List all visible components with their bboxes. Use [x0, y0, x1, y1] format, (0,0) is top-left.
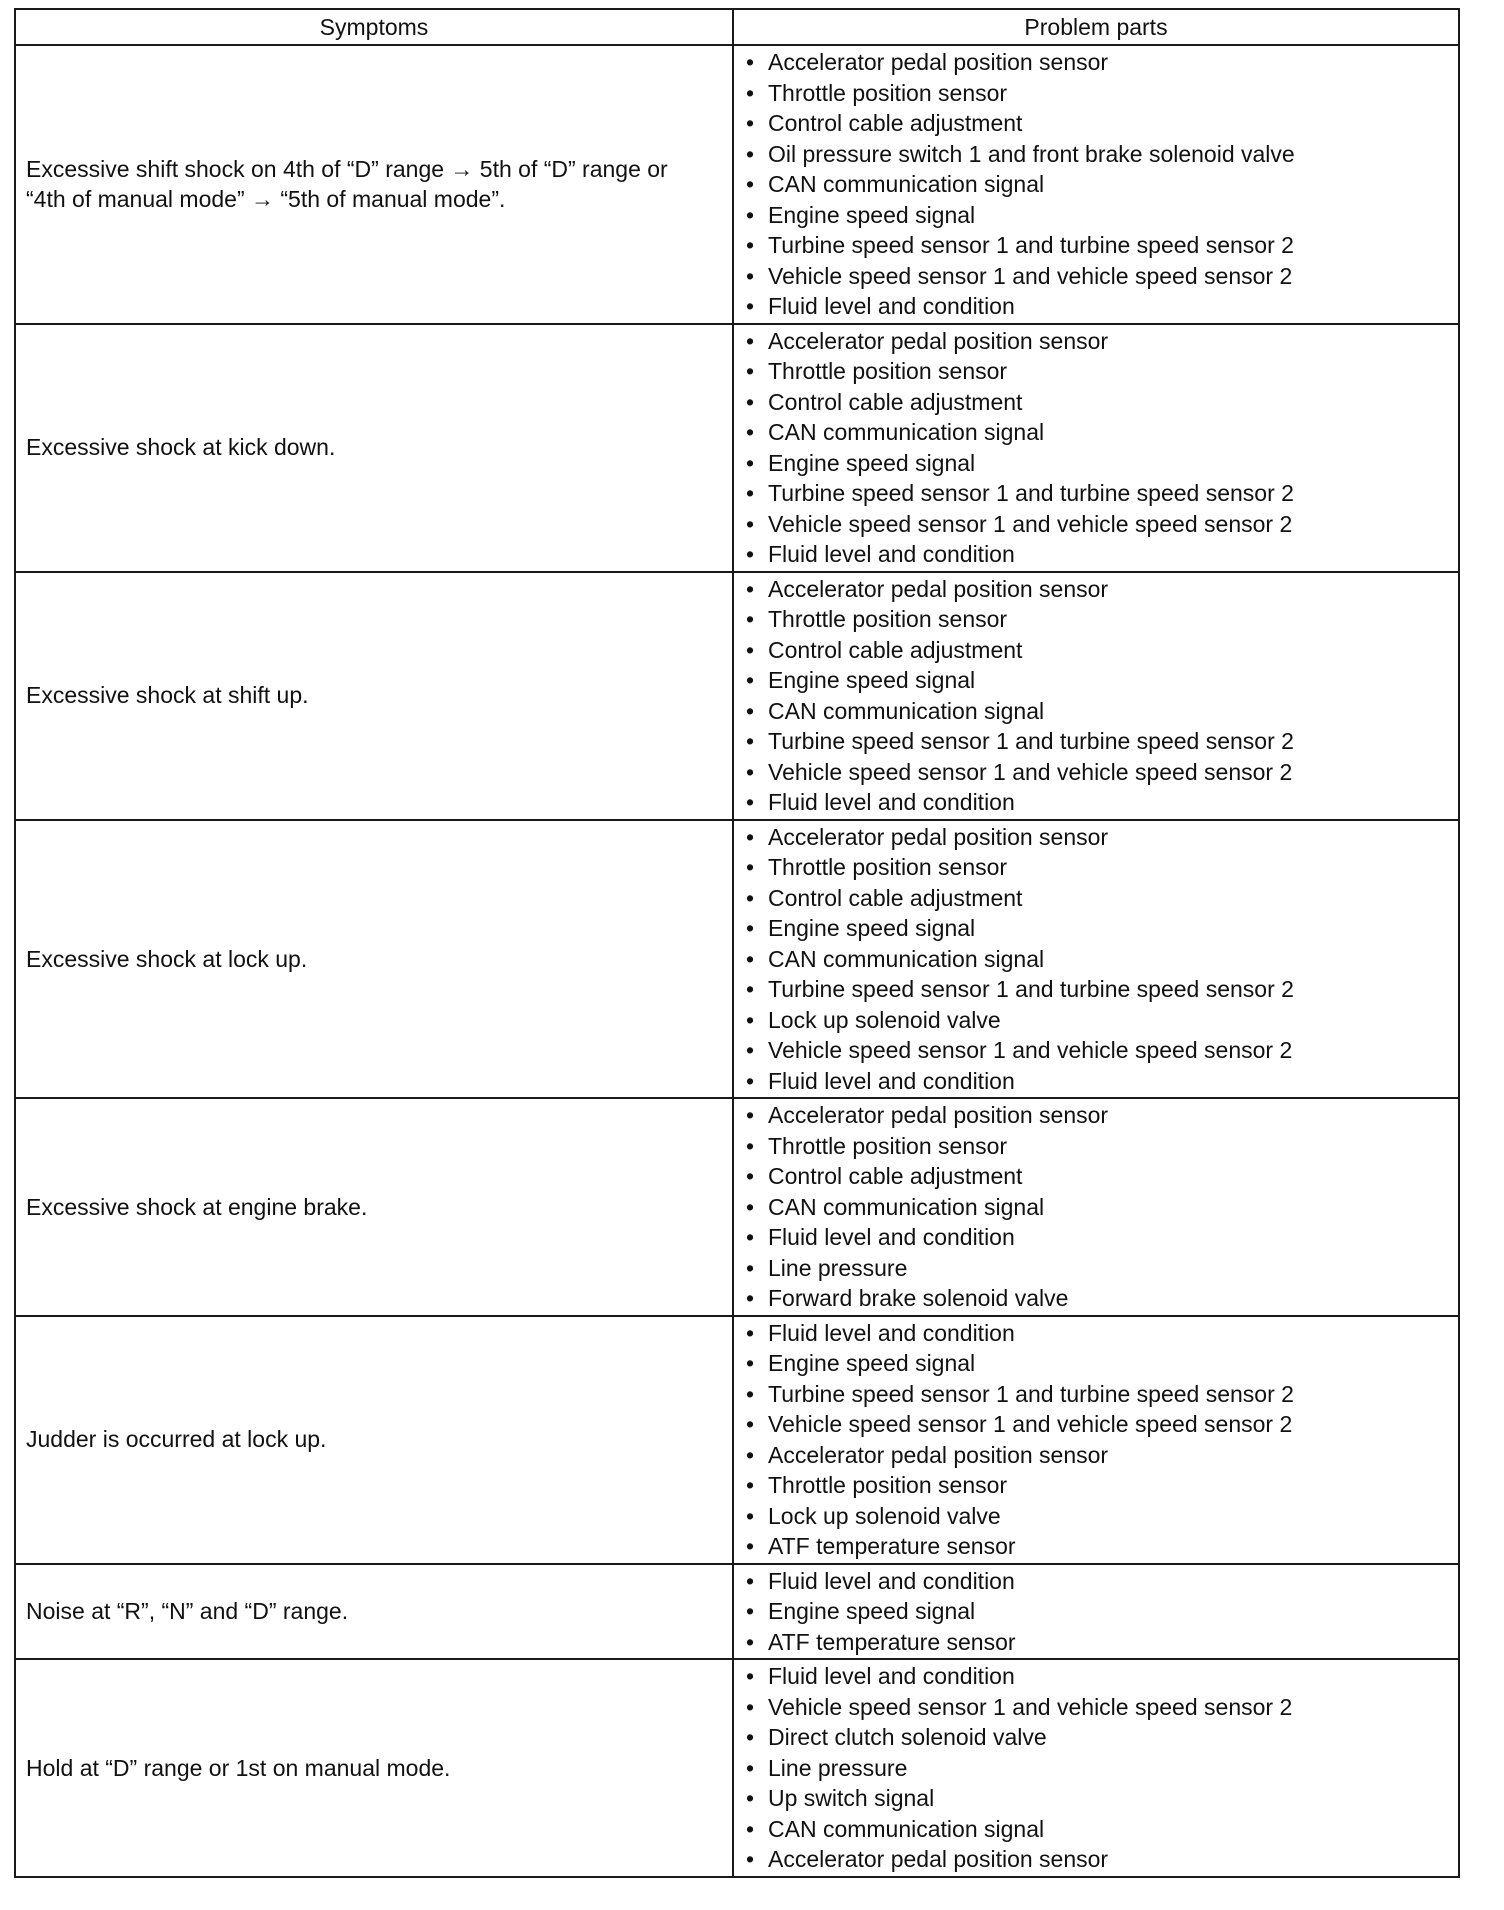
symptom-cell	[15, 572, 733, 820]
problem-parts-cell	[733, 45, 1459, 324]
symptom-table-container	[14, 8, 1458, 1878]
problem-part-item: • Turbine speed sensor 1 and turbine speed sensor 2	[744, 230, 1452, 261]
problem-parts-header: Problem parts	[733, 9, 1459, 45]
problem-part-item: • CAN communication signal	[744, 1814, 1452, 1845]
problem-part-item: • Fluid level and condition	[744, 1566, 1452, 1597]
problem-part-item: • Vehicle speed sensor 1 and vehicle speed sensor 2	[744, 757, 1452, 788]
problem-part-item: • Oil pressure switch 1 and front brake solenoid valve	[744, 139, 1452, 170]
table-row	[15, 572, 1459, 820]
problem-part-item: • Accelerator pedal position sensor	[744, 1100, 1452, 1131]
problem-part-item: • Throttle position sensor	[744, 1131, 1452, 1162]
table-row	[15, 1316, 1459, 1564]
symptom-cell	[15, 1316, 733, 1564]
problem-part-item: • Fluid level and condition	[744, 1318, 1452, 1349]
table-row	[15, 1098, 1459, 1316]
problem-part-item: • Fluid level and condition	[744, 787, 1452, 818]
problem-part-item: • Turbine speed sensor 1 and turbine speed sensor 2	[744, 478, 1452, 509]
symptom-cell	[15, 820, 733, 1099]
symptom-cell	[15, 1659, 733, 1877]
problem-part-item: • Turbine speed sensor 1 and turbine speed sensor 2	[744, 726, 1452, 757]
problem-part-item: • CAN communication signal	[744, 169, 1452, 200]
symptom-text: Excessive shock at lock up.	[26, 945, 308, 972]
problem-parts-cell	[733, 572, 1459, 820]
problem-part-item: • Fluid level and condition	[744, 539, 1452, 570]
symptom-cell	[15, 1098, 733, 1316]
problem-part-item: • Fluid level and condition	[744, 1222, 1452, 1253]
table-row	[15, 820, 1459, 1099]
table-body	[15, 45, 1459, 1877]
problem-part-item: • Direct clutch solenoid valve	[744, 1722, 1452, 1753]
problem-part-item: • Line pressure	[744, 1253, 1452, 1284]
problem-part-item: • Accelerator pedal position sensor	[744, 822, 1452, 853]
problem-part-item: • Accelerator pedal position sensor	[744, 326, 1452, 357]
problem-part-item: • Accelerator pedal position sensor	[744, 1844, 1452, 1875]
problem-part-item: • Engine speed signal	[744, 1348, 1452, 1379]
problem-part-item: • Lock up solenoid valve	[744, 1005, 1452, 1036]
symptom-text: Excessive shock at kick down.	[26, 434, 336, 461]
table-header-row	[15, 9, 1459, 45]
problem-parts-list	[744, 326, 1452, 570]
problem-parts-list	[744, 1318, 1452, 1562]
problem-part-item: • Fluid level and condition	[744, 1066, 1452, 1097]
symptom-text: Noise at “R”, “N” and “D” range.	[26, 1598, 349, 1624]
symptom-text: Hold at “D” range or 1st on manual mode.	[26, 1754, 451, 1781]
problem-part-item: • Fluid level and condition	[744, 1661, 1452, 1692]
problem-part-item: • Turbine speed sensor 1 and turbine speed sensor 2	[744, 1379, 1452, 1410]
problem-part-item: • Forward brake solenoid valve	[744, 1283, 1452, 1314]
problem-part-item: • Control cable adjustment	[744, 883, 1452, 914]
problem-part-item: • Vehicle speed sensor 1 and vehicle speed sensor 2	[744, 1409, 1452, 1440]
symptom-text: Excessive shift shock on 4th of “D” range → 5th of “D” range or	[26, 155, 668, 182]
problem-part-item: • ATF temperature sensor	[744, 1531, 1452, 1562]
table-row	[15, 324, 1459, 572]
problem-part-item: • Control cable adjustment	[744, 108, 1452, 139]
table-row	[15, 45, 1459, 324]
problem-part-item: • Line pressure	[744, 1753, 1452, 1784]
problem-part-item: • Engine speed signal	[744, 665, 1452, 696]
problem-part-item: • Accelerator pedal position sensor	[744, 1440, 1452, 1471]
problem-part-item: • Vehicle speed sensor 1 and vehicle speed sensor 2	[744, 509, 1452, 540]
problem-parts-list	[744, 574, 1452, 818]
problem-part-item: • ATF temperature sensor	[744, 1627, 1452, 1658]
problem-part-item: • Engine speed signal	[744, 1596, 1452, 1627]
problem-part-item: • Fluid level and condition	[744, 291, 1452, 322]
table-row	[15, 1564, 1459, 1660]
problem-part-item: • Throttle position sensor	[744, 356, 1452, 387]
problem-part-item: • Accelerator pedal position sensor	[744, 47, 1452, 78]
problem-part-item: • Control cable adjustment	[744, 635, 1452, 666]
problem-part-item: • CAN communication signal	[744, 696, 1452, 727]
problem-part-item: • Throttle position sensor	[744, 852, 1452, 883]
symptom-text: “4th of manual mode” → “5th of manual mode”.	[26, 186, 506, 213]
problem-parts-list	[744, 822, 1452, 1097]
problem-part-item: • Throttle position sensor	[744, 604, 1452, 635]
symptoms-header: Symptoms	[15, 9, 733, 45]
problem-part-item: • Vehicle speed sensor 1 and vehicle speed sensor 2	[744, 261, 1452, 292]
symptom-text: Excessive shock at engine brake.	[26, 1193, 368, 1220]
problem-part-item: • Throttle position sensor	[744, 78, 1452, 109]
table-row	[15, 1659, 1459, 1877]
problem-part-item: • Engine speed signal	[744, 200, 1452, 231]
problem-parts-cell	[733, 324, 1459, 572]
symptom-cell	[15, 1564, 733, 1660]
problem-part-item: • Engine speed signal	[744, 913, 1452, 944]
symptom-cell	[15, 324, 733, 572]
problem-part-item: • Control cable adjustment	[744, 1161, 1452, 1192]
problem-part-item: • Vehicle speed sensor 1 and vehicle speed sensor 2	[744, 1035, 1452, 1066]
problem-part-item: • Accelerator pedal position sensor	[744, 574, 1452, 605]
symptom-text: Excessive shock at shift up.	[26, 682, 309, 709]
problem-parts-list	[744, 1566, 1452, 1658]
problem-part-item: • Throttle position sensor	[744, 1470, 1452, 1501]
problem-part-item: • Lock up solenoid valve	[744, 1501, 1452, 1532]
problem-part-item: • Vehicle speed sensor 1 and vehicle speed sensor 2	[744, 1692, 1452, 1723]
problem-parts-cell	[733, 820, 1459, 1099]
problem-parts-cell	[733, 1564, 1459, 1660]
problem-parts-list	[744, 1661, 1452, 1875]
problem-part-item: • Up switch signal	[744, 1783, 1452, 1814]
problem-parts-cell	[733, 1098, 1459, 1316]
symptom-table	[14, 8, 1460, 1878]
problem-parts-list	[744, 47, 1452, 322]
problem-part-item: • CAN communication signal	[744, 1192, 1452, 1223]
problem-parts-list	[744, 1100, 1452, 1314]
symptom-cell	[15, 45, 733, 324]
problem-part-item: • Engine speed signal	[744, 448, 1452, 479]
problem-parts-cell	[733, 1316, 1459, 1564]
problem-part-item: • Turbine speed sensor 1 and turbine speed sensor 2	[744, 974, 1452, 1005]
problem-parts-cell	[733, 1659, 1459, 1877]
symptom-text: Judder is occurred at lock up.	[26, 1426, 327, 1453]
problem-part-item: • Control cable adjustment	[744, 387, 1452, 418]
problem-part-item: • CAN communication signal	[744, 417, 1452, 448]
problem-part-item: • CAN communication signal	[744, 944, 1452, 975]
